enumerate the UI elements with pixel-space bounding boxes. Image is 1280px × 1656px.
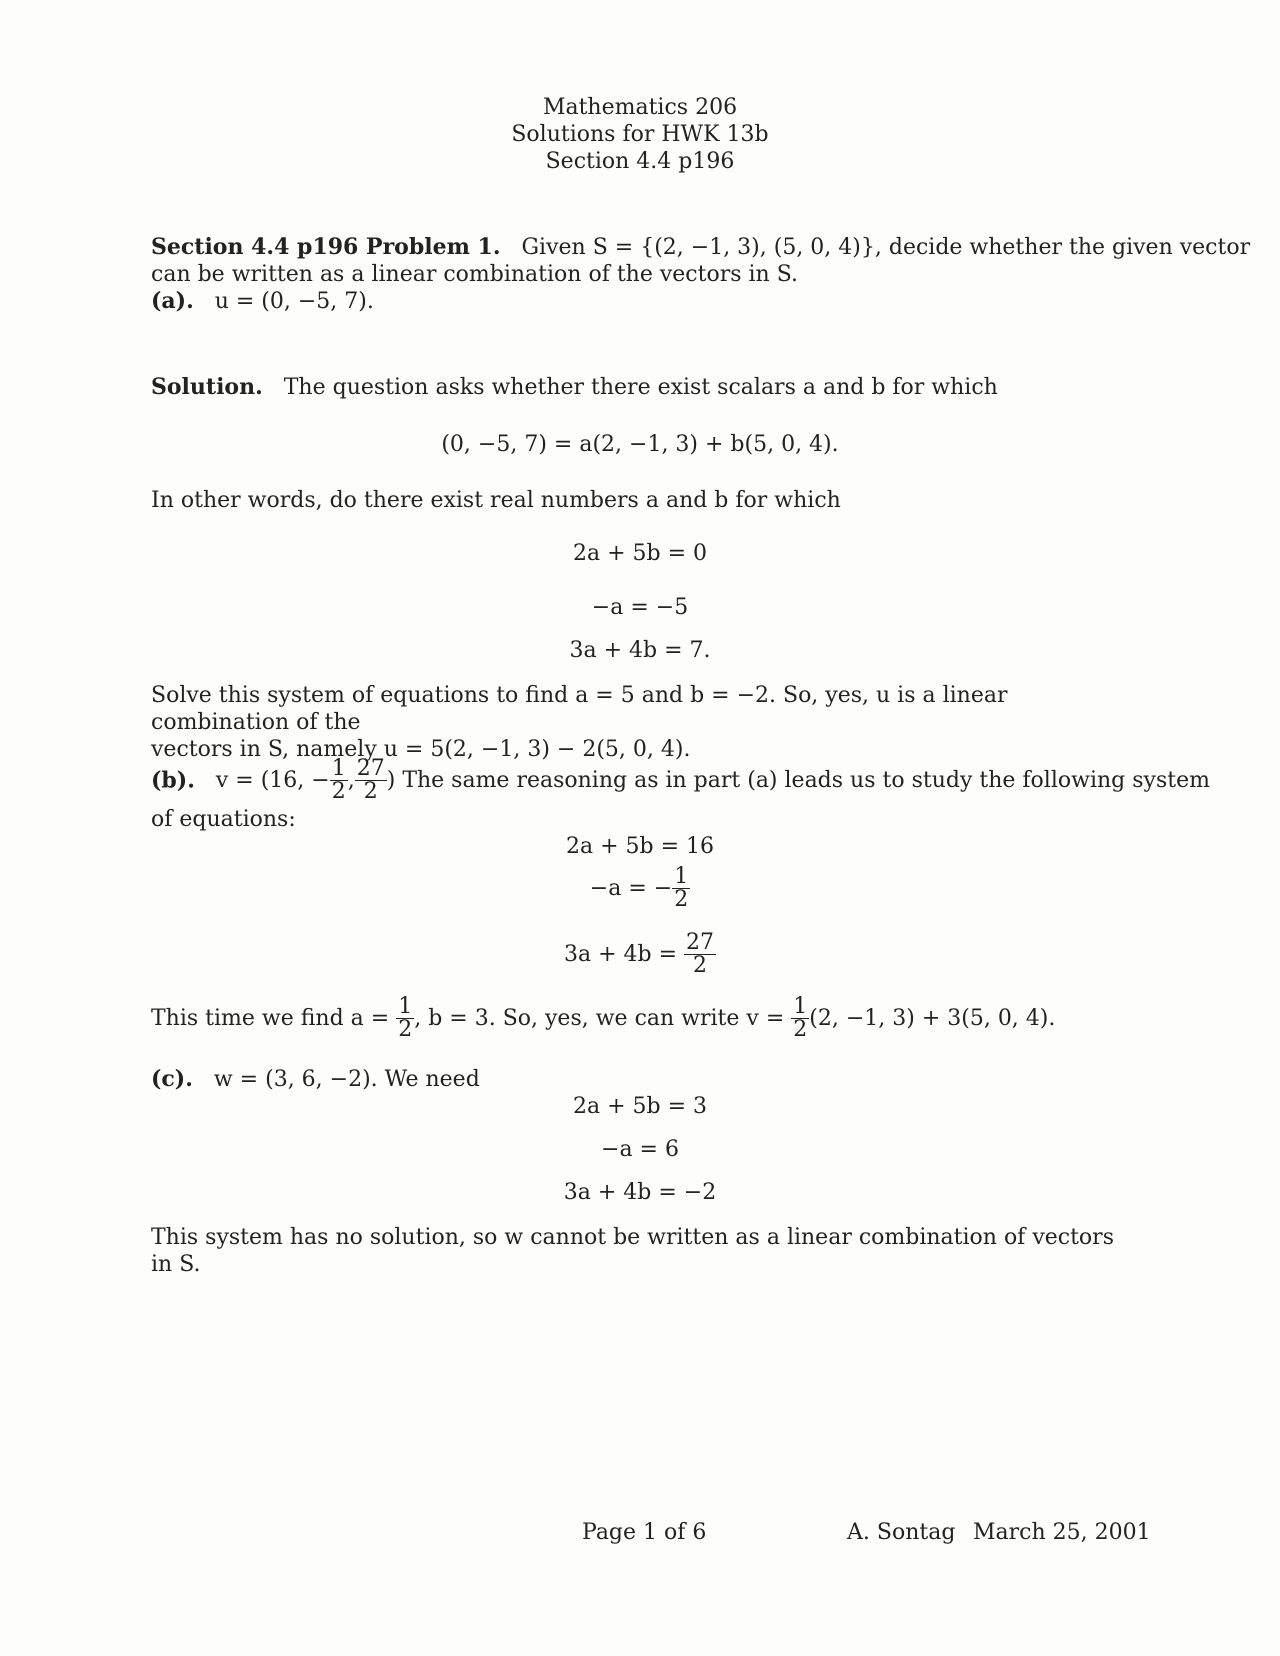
problem-question: , decide whether the given vector [874,235,1251,260]
part-c-text: w = (3, 6, −2). We need [213,1067,480,1092]
system-b-eq3: 3a + 4b = $\frac{27}{2}$ [563,930,715,978]
problem-label: Section 4.4 p196 Problem 1. [151,234,501,260]
system-b-eq1: 2a + 5b = 16 [565,834,715,859]
system-a-eq2: −a = −5 [591,595,689,620]
system-c-eq3: 3a + 4b = −2 [563,1180,717,1205]
part-c-heading [151,1066,480,1092]
set-s: S = {(2, −1, 3), (5, 0, 4)} [592,235,875,260]
system-b-eq2: −a = − $\frac{1}{2}$ [589,864,689,912]
system-a-eq3: 3a + 4b = 7. [569,638,711,663]
page-number: Page 1 of 6 [582,1520,707,1545]
homework-title: Solutions for HWK 13b [511,122,769,147]
part-b-rest: The same reasoning as in part (a) leads us to study the following system [402,768,1210,793]
part-b-result: This time we find a = $\frac{1}{2}$ , b = 3. So, yes, we can write v = $\frac{1}{2}$ (2, −1, 3) + 3(5, 0, 4). [151,994,1056,1042]
part-c-label: (c). [151,1066,193,1092]
system-c-eq2: −a = 6 [601,1137,679,1162]
document-header [0,94,1280,175]
system-a-eq1: 2a + 5b = 0 [572,541,708,566]
problem-intro: Given [521,235,586,260]
part-b-line2: of equations: [151,807,296,832]
section-title: Section 4.4 p196 [545,149,735,174]
part-b-frac-2: $\frac{27}{2}$ [356,756,385,804]
main-equation: (0, −5, 7) = a(2, −1, 3) + b(5, 0, 4). [441,432,839,457]
part-b-heading: (b). v = (16, − $\frac{1}{2}$ , $\frac{27}{2}$ ) The same reasoning as in part (a) leads us to study the following system [151,756,1210,804]
problem-statement [151,234,1251,315]
part-b-frac-1: $\frac{1}{2}$ [331,756,346,804]
solve-a [151,682,1131,763]
other-words: In other words, do there exist real numbers a and b for which [151,488,841,513]
course-title: Mathematics 206 [542,95,738,120]
part-c-conclusion: This system has no solution, so w cannot be written as a linear combination of vectors in S. [151,1225,1114,1277]
part-b-label: (b). [151,767,195,794]
solve-a-line1: Solve this system of equations to find a = 5 and b = −2. So, yes, u is a linear combination of the [151,683,1008,735]
author: A. Sontag [847,1520,956,1545]
solution-intro-text: The question asks whether there exist scalars a and b for which [283,375,998,400]
part-a-vector: u = (0, −5, 7). [214,289,374,314]
date: March 25, 2001 [973,1520,1151,1545]
system-c-eq1: 2a + 5b = 3 [572,1094,708,1119]
problem-line2: can be written as a linear combination of the vectors in S. [151,262,798,287]
solution-label: Solution. [151,374,263,400]
part-b-vector-prefix: v = (16, − [215,768,330,793]
solve-a-line2: vectors in S, namely u = 5(2, −1, 3) − 2(5, 0, 4). [151,737,691,762]
solution-intro [151,374,1131,401]
part-a-label: (a). [151,288,194,314]
